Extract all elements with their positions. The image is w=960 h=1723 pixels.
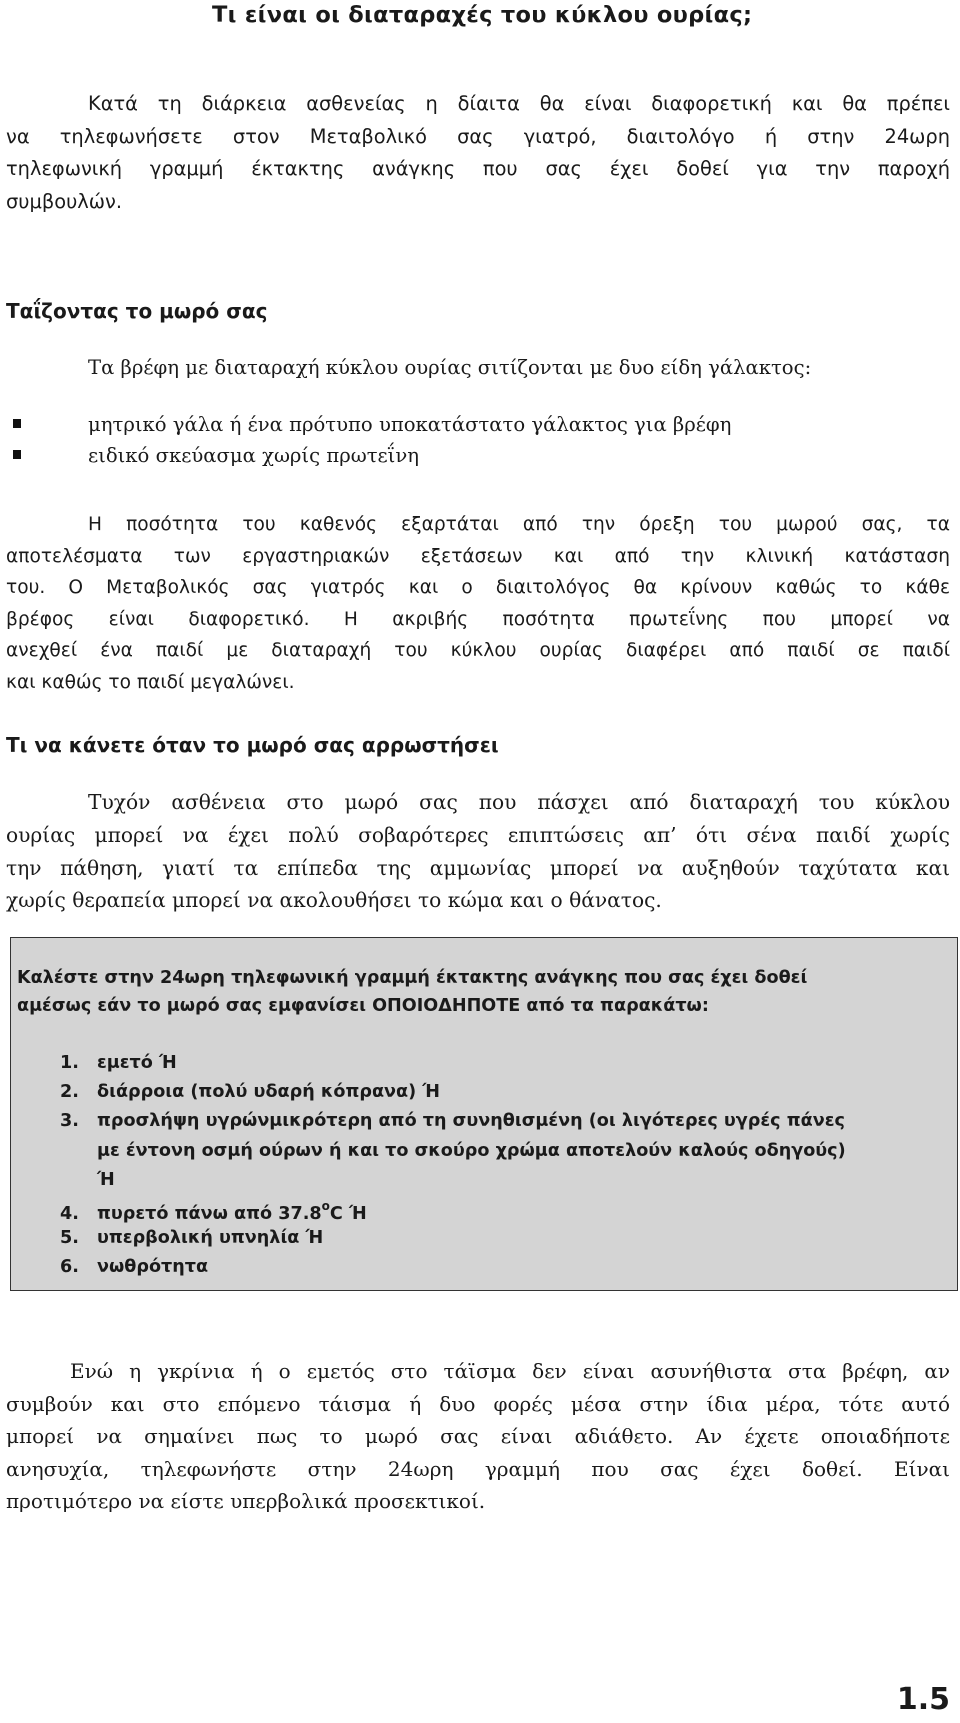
body-line: βρέφος είναι διαφορετικό. Η ακριβής ποσότητα πρωτεΐνης που μπορεί να bbox=[6, 608, 950, 630]
closing-paragraph bbox=[6, 1355, 950, 1518]
item-number: 1. bbox=[60, 1053, 79, 1073]
list-item bbox=[6, 409, 950, 440]
list-item-continuation bbox=[60, 1141, 846, 1161]
body-line: συμβούν και στο επόμενο τάισμα ή δυο φορές μέσα στην ίδια μέρα, τότε αυτό bbox=[6, 1391, 950, 1416]
intro-line: Κατά τη διάρκεια ασθενείας η δίαιτα θα είναι διαφορετική και θα πρέπει bbox=[88, 92, 950, 115]
feeding-bullet-list bbox=[6, 409, 950, 471]
intro-paragraph bbox=[6, 88, 950, 218]
intro-line: τηλεφωνική γραμμή έκτακτης ανάγκης που σας έχει δοθεί για την παροχή bbox=[6, 157, 950, 180]
item-text: εμετό Ή bbox=[97, 1053, 177, 1073]
item-text: πυρετό πάνω από 37.8 bbox=[97, 1204, 322, 1224]
list-item bbox=[60, 1199, 367, 1224]
item-text-suffix: C Ή bbox=[329, 1204, 367, 1224]
body-line: αποτελέσματα των εργαστηριακών εξετάσεων και από την κλινική κατάσταση bbox=[6, 545, 950, 567]
body-line: και καθώς το παιδί μεγαλώνει. bbox=[6, 671, 295, 693]
item-number: 2. bbox=[60, 1082, 79, 1102]
sick-heading: Τι να κάνετε όταν το μωρό σας αρρωστήσει bbox=[6, 733, 499, 757]
sick-paragraph bbox=[6, 786, 950, 917]
list-item bbox=[60, 1082, 440, 1102]
page-title: Τι είναι οι διαταραχές του κύκλου ουρίας; bbox=[212, 2, 753, 28]
body-line: Τυχόν ασθένεια στο μωρό σας που πάσχει από διαταραχή του κύκλου bbox=[88, 790, 950, 814]
body-line: ανεχθεί ένα παιδί με διαταραχή του κύκλου ουρίας διαφέρει από παιδί σε παιδί bbox=[6, 640, 950, 662]
square-bullet-icon bbox=[13, 450, 21, 459]
emergency-alert-box bbox=[10, 937, 958, 1291]
page-number: 1.5 bbox=[896, 1682, 950, 1717]
item-text: προσλήψη υγρώνμικρότερη από τη συνηθισμένη (οι λιγότερες υγρές πάνες bbox=[97, 1111, 845, 1131]
body-line: του. Ο Μεταβολικός σας γιατρός και ο διαιτολόγος θα κρίνουν καθώς το κάθε bbox=[6, 577, 950, 599]
item-number: 5. bbox=[60, 1228, 79, 1248]
body-line: ανησυχία, τηλεφωνήστε στην 24ωρη γραμμή που σας έχει δοθεί. Είναι bbox=[6, 1456, 950, 1481]
item-number: 3. bbox=[60, 1111, 79, 1131]
degree-superscript: o bbox=[321, 1199, 330, 1213]
item-number: 6. bbox=[60, 1257, 79, 1277]
item-text: με έντονη οσμή ούρων ή και το σκούρο χρώμα αποτελούν καλούς οδηγούς) bbox=[97, 1141, 846, 1161]
body-line: Η ποσότητα του καθενός εξαρτάται από την όρεξη του μωρού σας, τα bbox=[88, 514, 950, 535]
body-line: Ενώ η γκρίνια ή ο εμετός στο τάϊσμα δεν είναι ασυνήθιστα στα βρέφη, αν bbox=[70, 1359, 950, 1383]
item-text: διάρροια (πολύ υδαρή κόπρανα) Ή bbox=[97, 1082, 441, 1102]
list-item bbox=[6, 440, 950, 471]
bullet-text: μητρικό γάλα ή ένα πρότυπο υποκατάστατο γάλακτος για βρέφη bbox=[88, 413, 732, 436]
list-item-continuation bbox=[60, 1170, 115, 1190]
body-line: προτιμότερο να είστε υπερβολικά προσεκτικοί. bbox=[6, 1489, 486, 1513]
list-item bbox=[60, 1053, 177, 1073]
item-text: Ή bbox=[97, 1170, 115, 1190]
feeding-lead: Τα βρέφη με διαταραχή κύκλου ουρίας σιτίζονται με δυο είδη γάλακτος: bbox=[88, 356, 812, 379]
intro-line: να τηλεφωνήσετε στον Μεταβολικό σας γιατρό, διαιτολόγο ή στην 24ωρη bbox=[6, 124, 950, 148]
intro-line: συμβουλών. bbox=[6, 189, 123, 213]
body-line: την πάθηση, γιατί τα επίπεδα της αμμωνίας μπορεί να αυξηθούν ταχύτατα και bbox=[6, 855, 950, 880]
body-line: μπορεί να σημαίνει πως το μωρό σας είναι αδιάθετο. Αν έχετε οποιαδήποτε bbox=[6, 1424, 950, 1448]
feeding-heading: Ταΐζοντας το μωρό σας bbox=[6, 299, 268, 323]
body-line: ουρίας μπορεί να έχει πολύ σοβαρότερες επιπτώσεις απ’ ότι σένα παιδί χωρίς bbox=[6, 822, 950, 847]
alert-line: Καλέστε στην 24ωρη τηλεφωνική γραμμή έκτακτης ανάγκης που σας έχει δοθεί bbox=[17, 968, 808, 988]
list-item bbox=[60, 1228, 323, 1248]
list-item bbox=[60, 1257, 208, 1277]
item-text: υπερβολική υπνηλία Ή bbox=[97, 1228, 324, 1248]
bullet-text: ειδικό σκεύασμα χωρίς πρωτεΐνη bbox=[88, 444, 420, 467]
square-bullet-icon bbox=[13, 419, 21, 428]
body-line: χωρίς θεραπεία μπορεί να ακολουθήσει το κώμα και ο θάνατος. bbox=[6, 888, 662, 913]
list-item bbox=[60, 1111, 845, 1131]
alert-line: αμέσως εάν το μωρό σας εμφανίσει ΟΠΟΙΟΔΗΠΟΤΕ από τα παρακάτω: bbox=[17, 996, 709, 1016]
feeding-body-paragraph bbox=[6, 509, 950, 699]
item-number: 4. bbox=[60, 1204, 79, 1224]
item-text: νωθρότητα bbox=[97, 1257, 209, 1277]
